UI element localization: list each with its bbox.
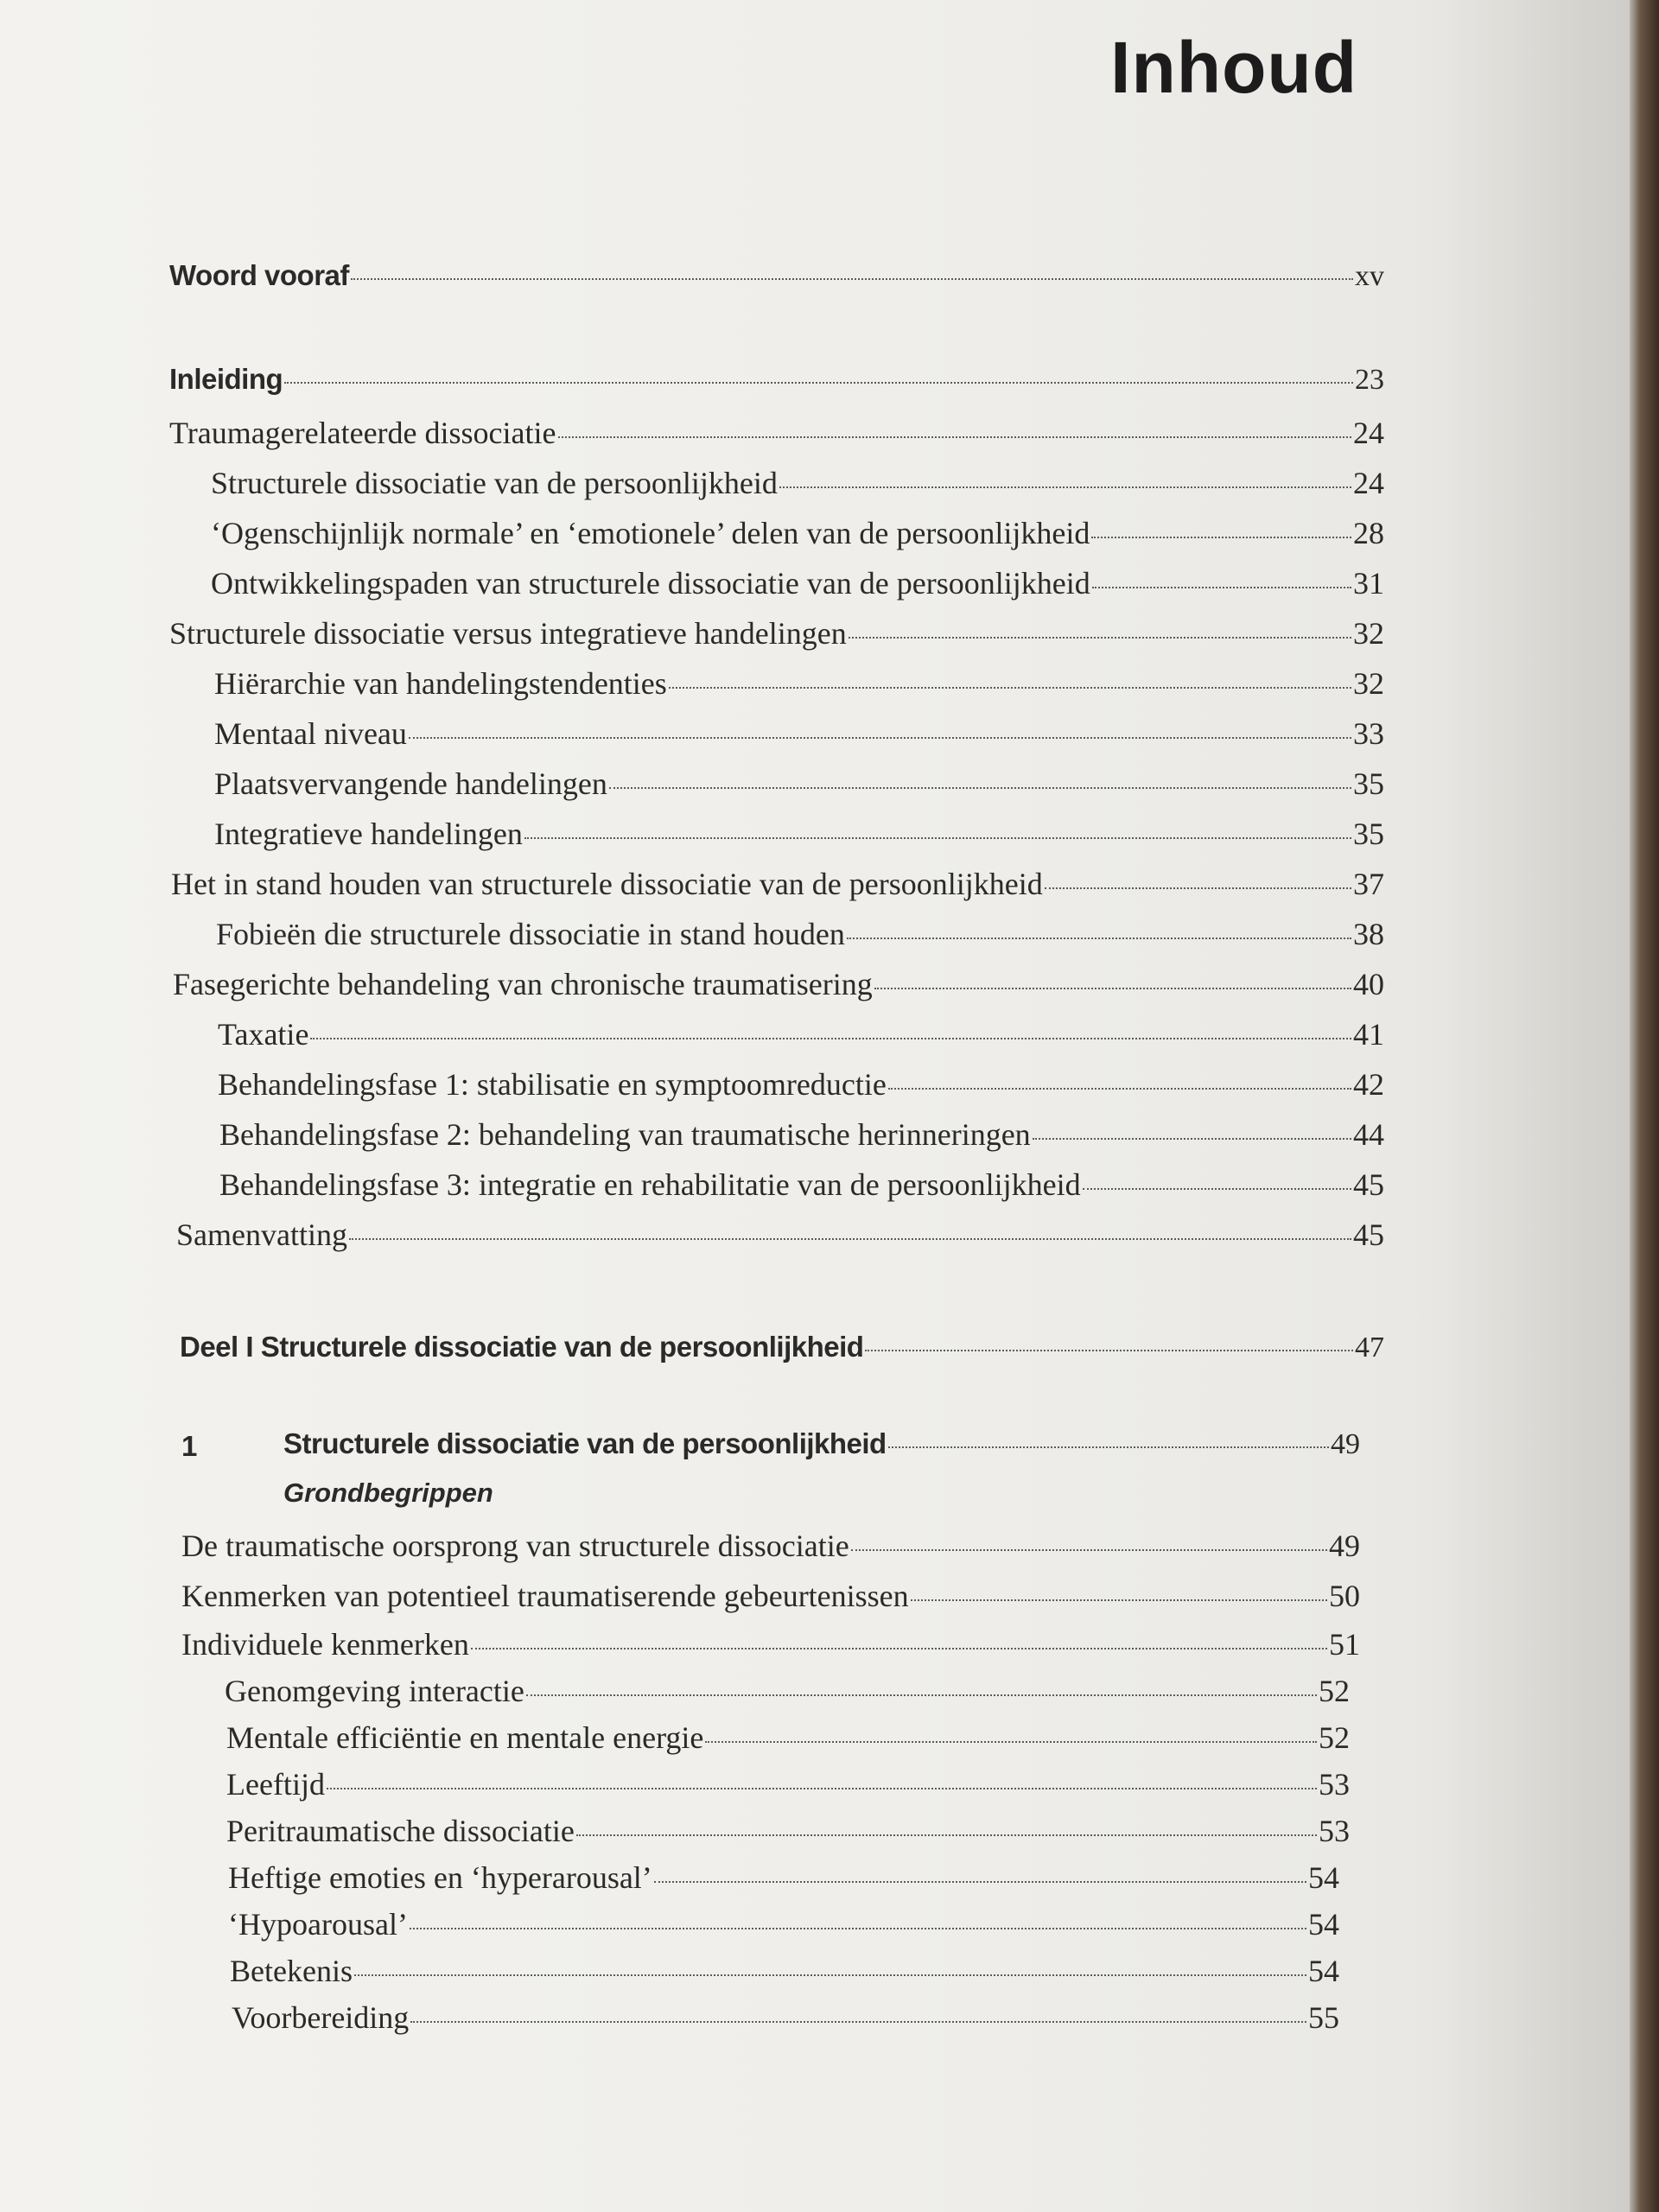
dot-leader (1091, 537, 1351, 538)
dot-leader (524, 837, 1351, 839)
toc-entry-title: ‘Hypoarousal’ (228, 1907, 408, 1942)
toc-entry-page: 49 (1329, 1529, 1360, 1563)
toc-entry (228, 1906, 1339, 1948)
toc-entry-page: 55 (1308, 2000, 1339, 2035)
toc-entry-title: Behandelingsfase 2: behandeling van traumatische herinneringen (219, 1117, 1031, 1152)
toc-entry-page: 28 (1353, 516, 1384, 550)
toc-entry-title: De traumatische oorsprong van structurele dissociatie (181, 1529, 849, 1563)
dot-leader (576, 1834, 1317, 1836)
toc-entry (228, 1859, 1339, 1901)
toc-entry-title: Structurele dissociatie van de persoonlijkheid (283, 1427, 887, 1459)
toc-entry (176, 1217, 1384, 1258)
toc-entry-page: 32 (1353, 616, 1384, 651)
toc-entry-page: 52 (1319, 1674, 1350, 1708)
toc-entry-title: Samenvatting (176, 1217, 347, 1252)
chapter-number: 1 (181, 1430, 198, 1462)
toc-entry (214, 665, 1384, 707)
page-title: Inhoud (1110, 27, 1357, 108)
dot-leader (849, 637, 1351, 639)
toc-entry-title: Heftige emoties en ‘hyperarousal’ (228, 1860, 652, 1895)
toc-entry (169, 415, 1384, 456)
dot-leader (874, 988, 1351, 989)
toc-entry-title: Mentale efficiëntie en mentale energie (226, 1720, 704, 1755)
dot-leader (1033, 1138, 1351, 1140)
dot-leader (351, 278, 1353, 280)
dot-leader (327, 1788, 1317, 1789)
toc-entry-page: 35 (1353, 817, 1384, 851)
toc-entry-page: 54 (1308, 1860, 1339, 1895)
toc-entry-title: Plaatsvervangende handelingen (214, 766, 607, 801)
toc-entry-title: Behandelingsfase 3: integratie en rehabilitatie van de persoonlijkheid (219, 1167, 1081, 1202)
toc-entry-page: 40 (1353, 967, 1384, 1001)
toc-entry-page: 23 (1355, 364, 1384, 396)
toc-entry-chapter-1 (283, 1427, 1360, 1469)
toc-entry (226, 1719, 1350, 1761)
toc-entry-page: 54 (1308, 1907, 1339, 1942)
toc-entry-page: 35 (1353, 766, 1384, 801)
toc-entry (214, 816, 1384, 857)
toc-entry-page: 53 (1319, 1767, 1350, 1802)
toc-entry-title: Genomgeving interactie (225, 1674, 524, 1708)
toc-entry-title: Mentaal niveau (214, 716, 407, 751)
toc-entry (230, 1953, 1339, 1994)
toc-entry-title: Het in stand houden van structurele dissociatie van de persoonlijkheid (171, 867, 1043, 901)
dot-leader (609, 787, 1351, 789)
dot-leader (847, 938, 1351, 939)
toc-entry (232, 1999, 1339, 2041)
dot-leader (911, 1599, 1327, 1601)
dot-leader (310, 1038, 1351, 1039)
toc-entry-page: xv (1355, 260, 1384, 292)
toc-entry-title: Hiërarchie van handelingstendenties (214, 666, 667, 701)
toc-entry (214, 715, 1384, 757)
dot-leader (471, 1648, 1327, 1649)
toc-entry-title: Leeftijd (226, 1767, 325, 1802)
toc-entry-title: Kenmerken van potentieel traumatiserende gebeurtenissen (181, 1579, 909, 1613)
toc-entry (181, 1528, 1360, 1569)
toc-entry (225, 1673, 1350, 1714)
toc-entry-title: Traumagerelateerde dissociatie (169, 416, 556, 450)
toc-entry-title: Behandelingsfase 1: stabilisatie en symptoomreductie (218, 1067, 887, 1102)
dot-leader (284, 382, 1353, 384)
toc-entry-page: 52 (1319, 1720, 1350, 1755)
toc-entry (173, 966, 1384, 1007)
chapter-subtitle: Grondbegrippen (283, 1478, 493, 1508)
dot-leader (558, 436, 1352, 438)
toc-entry-inleiding (169, 363, 1384, 404)
dot-leader (1092, 587, 1351, 588)
toc-entry-title: Voorbereiding (232, 2000, 410, 2035)
toc-entry (211, 565, 1384, 607)
toc-entry (216, 916, 1384, 957)
toc-entry (219, 1166, 1384, 1208)
toc-entry-title: Structurele dissociatie versus integratieve handelingen (169, 616, 847, 651)
toc-entry-page: 50 (1329, 1579, 1360, 1613)
toc-entry-page: 44 (1353, 1117, 1384, 1152)
dot-leader (888, 1446, 1329, 1448)
toc-entry (169, 615, 1384, 657)
toc-entry-page: 37 (1353, 867, 1384, 901)
toc-entry-page: 47 (1355, 1332, 1384, 1363)
toc-entry-title: Woord vooraf (169, 259, 349, 291)
toc-entry (218, 1016, 1384, 1058)
dot-leader (410, 2021, 1306, 2023)
toc-entry (181, 1578, 1360, 1619)
dot-leader (669, 687, 1351, 689)
toc-entry-page: 32 (1353, 666, 1384, 701)
toc-entry-page: 38 (1353, 917, 1384, 951)
dot-leader (654, 1881, 1306, 1883)
toc-entry-page: 53 (1319, 1814, 1350, 1848)
toc-entry (171, 866, 1384, 907)
dot-leader (409, 737, 1351, 739)
toc-entry-title: Fobieën die structurele dissociatie in stand houden (216, 917, 845, 951)
toc-entry-page: 54 (1308, 1954, 1339, 1988)
toc-entry-title: Taxatie (218, 1017, 309, 1052)
toc-entry (211, 515, 1384, 556)
toc-entry (219, 1116, 1384, 1158)
toc-entry (214, 766, 1384, 807)
toc-entry-page: 31 (1353, 566, 1384, 601)
dot-leader (1045, 887, 1351, 889)
toc-entry-page: 45 (1353, 1167, 1384, 1202)
toc-entry-title: Structurele dissociatie van de persoonlijkheid (211, 466, 778, 500)
toc-entry-woord-vooraf (169, 259, 1384, 301)
dot-leader (865, 1350, 1353, 1351)
toc-entry-page: 51 (1329, 1627, 1360, 1662)
dot-leader (526, 1694, 1317, 1696)
toc-entry (211, 465, 1384, 506)
toc-entry-title: Betekenis (230, 1954, 353, 1988)
dot-leader (851, 1549, 1327, 1551)
toc-entry-title: Integratieve handelingen (214, 817, 523, 851)
dot-leader (349, 1238, 1351, 1240)
toc-entry-title: Fasegerichte behandeling van chronische traumatisering (173, 967, 873, 1001)
dot-leader (888, 1088, 1351, 1090)
dot-leader (410, 1928, 1306, 1929)
toc-entry-page: 42 (1353, 1067, 1384, 1102)
toc-entry-page: 49 (1331, 1428, 1360, 1460)
toc-entry-page: 24 (1353, 416, 1384, 450)
toc-entry-title: Deel I Structurele dissociatie van de persoonlijkheid (180, 1331, 864, 1363)
table-background (1630, 0, 1659, 2212)
toc-entry-title: Ontwikkelingspaden van structurele dissociatie van de persoonlijkheid (211, 566, 1090, 601)
toc-entry (218, 1066, 1384, 1108)
dot-leader (779, 486, 1351, 488)
toc-entry-page: 33 (1353, 716, 1384, 751)
toc-entry-page: 45 (1353, 1217, 1384, 1252)
toc-entry-page: 41 (1353, 1017, 1384, 1052)
toc-entry (226, 1813, 1350, 1854)
toc-entry-title: Individuele kenmerken (181, 1627, 469, 1662)
toc-entry-title: Inleiding (169, 363, 283, 395)
dot-leader (354, 1974, 1306, 1976)
toc-entry-deel-1 (180, 1331, 1384, 1372)
toc-entry (181, 1626, 1360, 1668)
dot-leader (705, 1741, 1317, 1743)
toc-entry-title: Peritraumatische dissociatie (226, 1814, 575, 1848)
toc-entry-page: 24 (1353, 466, 1384, 500)
toc-entry-title: ‘Ogenschijnlijk normale’ en ‘emotionele’ delen van de persoonlijkheid (211, 516, 1090, 550)
dot-leader (1083, 1188, 1351, 1190)
toc-entry (226, 1766, 1350, 1808)
